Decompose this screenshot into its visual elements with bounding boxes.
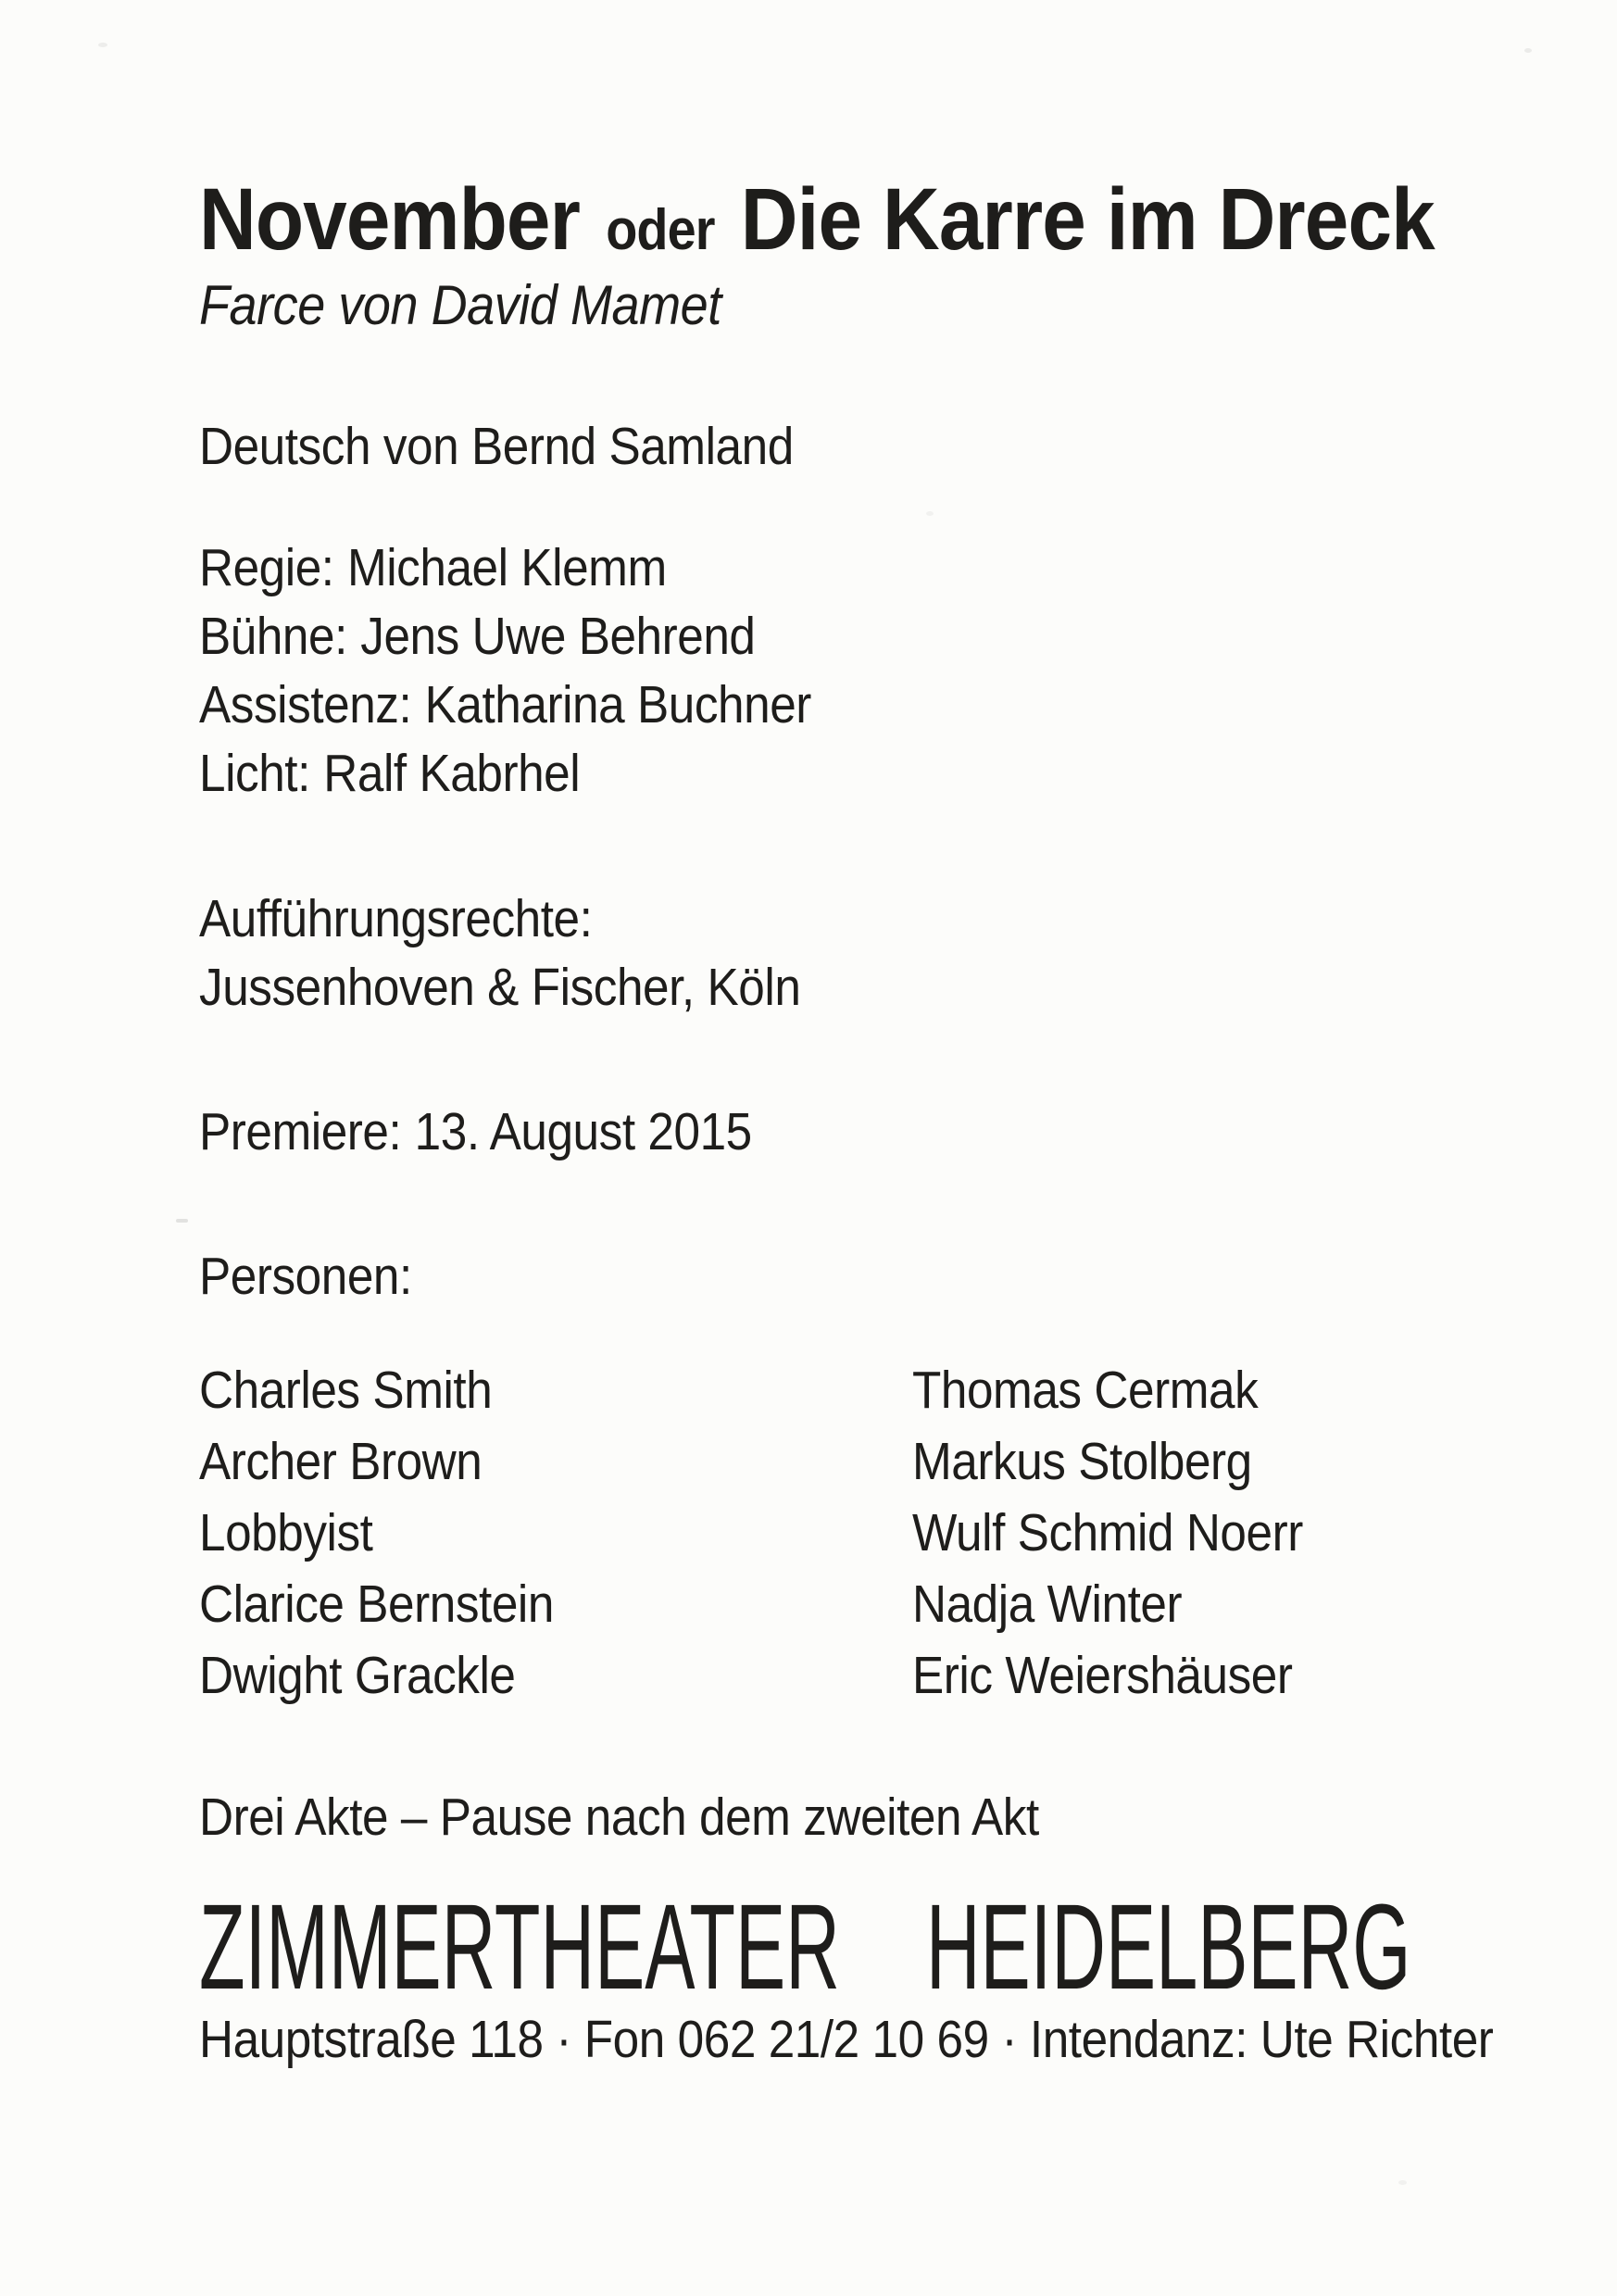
theater-name-word2: HEIDELBERG [925, 1878, 1411, 2014]
cast-row [199, 1360, 1347, 1431]
credit-row-buehne [199, 606, 811, 674]
cast-row [199, 1431, 1347, 1502]
play-title-main: November [199, 170, 580, 269]
scan-speck [176, 1219, 188, 1223]
theater-name-word1: ZIMMERTHEATER [199, 1878, 840, 2014]
cast-actor: Eric Weiershäuser [912, 1646, 1293, 1705]
cast-list [199, 1360, 1347, 1716]
cast-row [199, 1574, 1347, 1645]
cast-role: Archer Brown [199, 1432, 483, 1491]
scan-speck [926, 511, 934, 516]
cast-actor: Thomas Cermak [912, 1361, 1259, 1420]
credit-label: Licht: [199, 744, 310, 803]
premiere-line [199, 1104, 752, 1161]
theater-address: Hauptstraße 118 · Fon 062 21/2 10 69 · Intendanz: Ute Richter [199, 2010, 1494, 2069]
credit-row-regie [199, 537, 811, 606]
credit-row-licht [199, 743, 811, 811]
credit-value: Katharina Buchner [424, 675, 811, 734]
cast-role: Lobbyist [199, 1503, 373, 1562]
production-credits [199, 537, 879, 811]
theater-name [199, 1878, 1411, 2014]
translation-credit: Deutsch von Bernd Samland [199, 417, 794, 476]
credit-label: Assistenz: [199, 675, 412, 734]
cast-actor: Wulf Schmid Noerr [912, 1503, 1303, 1562]
cast-role: Charles Smith [199, 1361, 493, 1420]
scan-speck [98, 43, 107, 47]
play-subtitle: Farce von David Mamet [199, 274, 721, 336]
play-title [199, 172, 1435, 268]
credit-value: Ralf Kabrhel [323, 744, 581, 803]
premiere-label: Premiere: [199, 1102, 402, 1161]
rights-heading: Aufführungsrechte: [199, 889, 593, 948]
cast-heading: Personen: [199, 1247, 412, 1306]
cast-role: Dwight Grackle [199, 1646, 516, 1705]
cast-role: Clarice Bernstein [199, 1575, 554, 1634]
scan-speck [1398, 2180, 1407, 2185]
cast-row [199, 1645, 1347, 1716]
scan-speck [1524, 48, 1532, 53]
credit-label: Bühne: [199, 607, 347, 666]
play-title-connector: oder [606, 198, 715, 262]
cast-actor: Markus Stolberg [912, 1432, 1252, 1491]
rights-holder: Jussenhoven & Fischer, Köln [199, 958, 801, 1017]
acts-note: Drei Akte – Pause nach dem zweiten Akt [199, 1788, 1039, 1847]
credit-value: Jens Uwe Behrend [360, 607, 756, 666]
premiere-date: 13. August 2015 [414, 1102, 752, 1161]
play-title-alternate: Die Karre im Dreck [740, 170, 1435, 269]
credit-row-assistenz [199, 674, 811, 743]
cast-row [199, 1502, 1347, 1574]
credit-label: Regie: [199, 538, 334, 597]
credit-value: Michael Klemm [346, 538, 667, 597]
cast-actor: Nadja Winter [912, 1575, 1183, 1634]
